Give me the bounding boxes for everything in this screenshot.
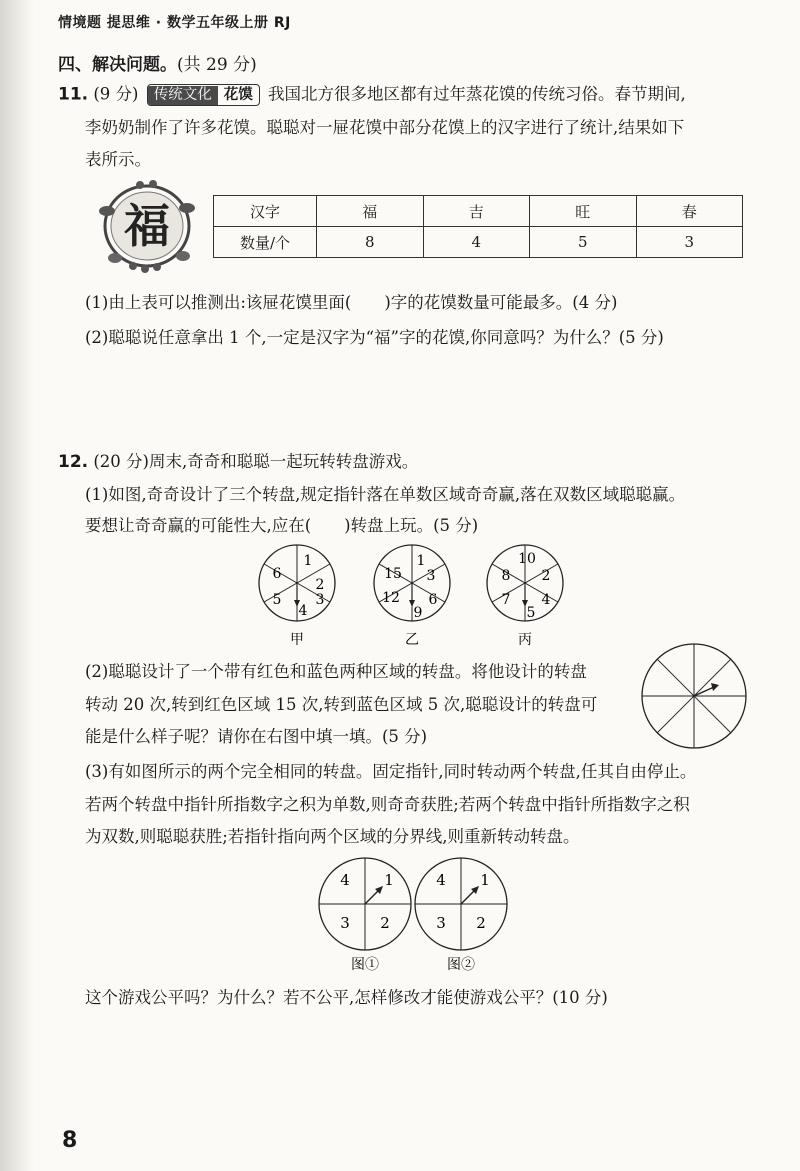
- q12-p1-line2: 要想让奇奇赢的可能性大,应在( )转盘上玩。(5 分): [85, 516, 479, 535]
- fig1-pointer: [365, 890, 379, 904]
- spinner-bing-number: 8: [501, 568, 511, 584]
- section-points: (共 29 分): [177, 55, 257, 75]
- fig2-number: 1: [480, 871, 490, 889]
- q12-p1-line1: (1)如图,奇奇设计了三个转盘,规定指针落在单数区域奇奇赢,落在双数区域聪聪赢。: [85, 485, 686, 504]
- table-cell-char: 春: [636, 196, 743, 227]
- spinner-bing-number: 4: [541, 592, 551, 608]
- spinner-jia-number: 5: [272, 592, 282, 608]
- spinner-bing: [487, 545, 563, 648]
- spinner-yi-number: 15: [384, 566, 402, 582]
- table-row: [214, 196, 743, 227]
- table-cell-char: 旺: [530, 196, 637, 227]
- q11-text-line2: 李奶奶制作了许多花馍。聪聪对一屉花馍中部分花馍上的汉字进行了统计,结果如下: [85, 118, 685, 137]
- table-cell-char: 福: [317, 196, 424, 227]
- fig1-number: 3: [340, 914, 350, 932]
- fig2-number: 3: [436, 914, 446, 932]
- spinner-jia-label: 甲: [290, 632, 304, 648]
- q12-p3-line2: 若两个转盘中指针所指数字之积为单数,则奇奇获胜;若两个转盘中指针所指数字之积: [85, 795, 690, 814]
- spinner-jia-number: 2: [315, 577, 325, 593]
- spinner-yi-number: 9: [413, 605, 423, 621]
- q12-p3-line3: 为双数,则聪聪获胜;若指针指向两个区域的分界线,则重新转动转盘。: [85, 827, 580, 846]
- q11-number: 11.: [58, 84, 89, 105]
- running-header: 情境题 提思维 · 数学五年级上册 RJ: [58, 15, 291, 31]
- section-title: [58, 50, 257, 75]
- spinners-figure: [255, 540, 575, 652]
- spinner-yi-number: 12: [382, 590, 400, 606]
- fig2-label: 图②: [447, 957, 475, 973]
- blank-spinner-to-fill[interactable]: [638, 640, 750, 752]
- q11-text-line3: 表所示。: [85, 150, 151, 169]
- q12-p2-line3: 能是什么样子呢？请你在右图中填一填。(5 分): [85, 727, 428, 746]
- section-title-text: 四、解决问题。: [58, 55, 177, 75]
- spinner-yi-number: 6: [428, 592, 438, 608]
- spinner-bing-label: 丙: [518, 632, 532, 648]
- tag-traditional-culture: 传统文化: [148, 86, 218, 105]
- table-header-label: 汉字: [214, 196, 317, 227]
- spinner-bing-number: 2: [541, 568, 551, 584]
- q11-points: (9 分): [93, 84, 139, 104]
- table-count-label: 数量/个: [214, 227, 317, 258]
- fig1-number: 2: [380, 914, 390, 932]
- table-cell-char: 吉: [423, 196, 530, 227]
- q11-line1: [58, 84, 686, 106]
- q12-line-intro: [58, 452, 418, 472]
- fig2-number: 2: [476, 914, 486, 932]
- spinner-yi-label: 乙: [405, 632, 419, 648]
- spinner-yi-number: 3: [426, 568, 436, 584]
- spinner-figure-2: [415, 858, 507, 973]
- spinner-bing-number: 7: [501, 592, 511, 608]
- fu-huamo-image: [95, 176, 200, 276]
- spinner-bing-number: 10: [518, 551, 536, 567]
- q12-p2-line2: 转动 20 次,转到红色区域 15 次,转到蓝色区域 5 次,聪聪设计的转盘可: [85, 695, 598, 714]
- page-number: 8: [62, 1128, 78, 1153]
- table-cell-count: 4: [423, 227, 530, 258]
- identical-spinners-figure: [315, 855, 515, 975]
- spinner-bing-number: 5: [526, 605, 536, 621]
- q11-sub2: (2)聪聪说任意拿出 1 个,一定是汉字为“福”字的花馍,你同意吗？为什么？(5 分): [85, 328, 664, 347]
- table-cell-count: 8: [317, 227, 424, 258]
- q12-number: 12.: [58, 452, 89, 472]
- table-cell-count: 5: [530, 227, 637, 258]
- arrow-icon: [711, 683, 719, 691]
- fig2-number: 4: [436, 871, 446, 889]
- fig1-number: 1: [384, 871, 394, 889]
- q11-topic-tag: [147, 84, 260, 106]
- q12-p3-line1: (3)有如图所示的两个完全相同的转盘。固定指针,同时转动两个转盘,任其自由停止。: [85, 762, 697, 781]
- table-row: [214, 227, 743, 258]
- fig2-pointer: [461, 890, 475, 904]
- huamo-fu-character: 福: [124, 199, 170, 253]
- page-gutter-shadow: [0, 0, 34, 1171]
- q11-sub1: (1)由上表可以推测出:该屉花馍里面( )字的花馍数量可能最多。(4 分): [85, 293, 618, 312]
- table-cell-count: 3: [636, 227, 743, 258]
- fig1-label: 图①: [351, 957, 379, 973]
- q12-final-question: 这个游戏公平吗？为什么？若不公平,怎样修改才能使游戏公平？(10 分): [85, 988, 608, 1007]
- blank-spinner-pointer: [694, 687, 714, 696]
- spinner-jia-number: 4: [298, 603, 308, 619]
- q11-text-line1: 我国北方很多地区都有过年蒸花馍的传统习俗。春节期间,: [268, 84, 686, 104]
- q12-intro: (20 分)周末,奇奇和聪聪一起玩转转盘游戏。: [93, 452, 419, 471]
- spinner-jia-number: 6: [272, 566, 282, 582]
- fig1-number: 4: [340, 871, 350, 889]
- character-count-table: [213, 195, 743, 258]
- spinner-figure-1: [319, 858, 411, 973]
- spinner-jia-number: 3: [315, 592, 325, 608]
- spinner-jia: [259, 545, 335, 648]
- spinner-yi: [374, 545, 450, 648]
- q12-p2-line1: (2)聪聪设计了一个带有红色和蓝色两种区域的转盘。将他设计的转盘: [85, 662, 587, 681]
- spinner-jia-number: 1: [303, 553, 313, 569]
- tag-huamo: 花馍: [223, 86, 253, 103]
- spinner-yi-number: 1: [416, 553, 426, 569]
